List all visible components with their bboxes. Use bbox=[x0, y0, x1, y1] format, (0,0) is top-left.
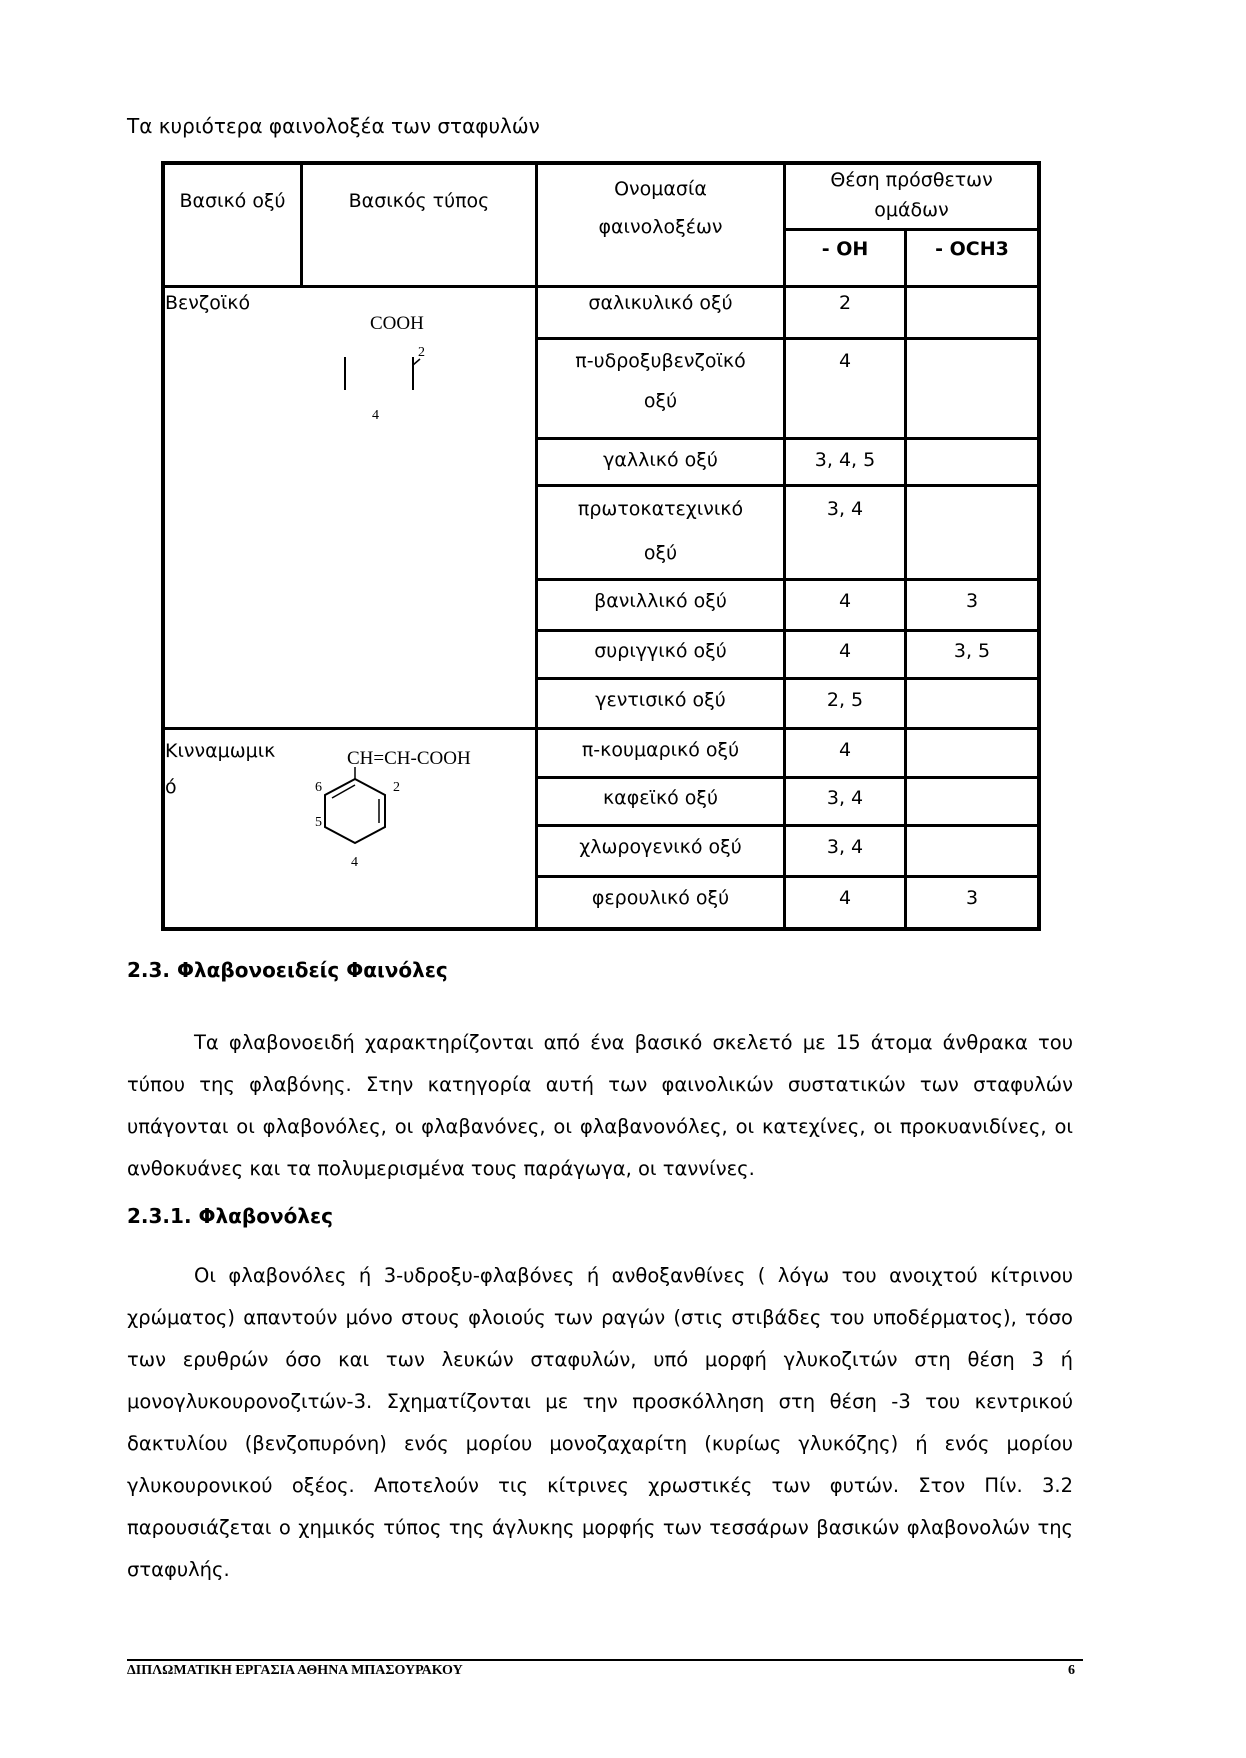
table-row-och3: 3 bbox=[965, 887, 979, 909]
phenolic-acids-table bbox=[161, 161, 1041, 931]
group-cinnamic-name: Κινναμωμικ ό bbox=[165, 740, 276, 798]
footer-title: ΔΙΠΛΩΜΑΤΙΚΗ ΕΡΓΑΣΙΑ ΑΘΗΝΑ ΜΠΑΣΟΥΡΑΚΟΥ bbox=[127, 1663, 463, 1678]
row-divider bbox=[535, 337, 1037, 340]
table-row-oh: 4 bbox=[838, 640, 852, 662]
table-row-oh: 2, 5 bbox=[826, 689, 864, 711]
table-row-och3: 3 bbox=[965, 590, 979, 612]
cinnamic-label-6: 6 bbox=[315, 780, 322, 795]
table-row-name: φερουλικό οξύ bbox=[591, 887, 730, 909]
paragraph-2-3-1: Οι φλαβονόλες ή 3-υδροξυ-φλαβόνες ή ανθοξανθίνες ( λόγω του ανοιχτού κίτρινου χρώματος) απαντούν μόνο στους φλοιούς των ραγών (στις στιβάδες του υποδέρματος), τόσο των ερυθρών όσο και των λευκών σταφυλών, υπό μορφή γλυκοζιτών στη θέση 3 ή μονογλυκουρονοζιτών-3. Σχηματίζονται με την προσκόλληση στη θέση -3 του κεντρικού δακτυλίου (βενζοπυρόνη) ενός μορίου μονοζαχαρίτη (κυρίως γλυκόζης) ή ενός μορίου γλυκουρονικού οξέος. Αποτελούν τις κίτρινες χρωστικές των φυτών. Στον Πίν. 3.2 παρουσιάζεται ο χημικός τύπος της άγλυκης μορφής των τεσσάρων βασικών φλαβονολών της σταφυλής. bbox=[127, 1264, 1073, 1581]
table-row-name: βανιλλικό οξύ bbox=[594, 590, 727, 612]
row-divider bbox=[535, 824, 1037, 827]
cinnamic-ring-structure bbox=[305, 765, 425, 855]
section-heading-2-3: 2.3. Φλαβονοειδείς Φαινόλες bbox=[127, 958, 448, 982]
header-positions: Θέση πρόσθετων ομάδων bbox=[830, 169, 993, 221]
col-divider bbox=[300, 165, 303, 285]
group-divider bbox=[165, 727, 1037, 730]
table-row-name: π-υδροξυβενζοϊκό οξύ bbox=[575, 350, 746, 412]
table-row-name: γεντισικό οξύ bbox=[595, 689, 726, 711]
header-och3: - ΟCH3 bbox=[935, 238, 1009, 260]
benzoic-label-4: 4 bbox=[372, 408, 379, 423]
table-row-name: καφεϊκό οξύ bbox=[602, 787, 719, 809]
row-divider bbox=[535, 437, 1037, 440]
header-basic-acid: Βασικό οξύ bbox=[179, 190, 286, 212]
cinnamic-label-4: 4 bbox=[351, 855, 358, 870]
table-row-name: π-κουμαρικό οξύ bbox=[581, 739, 740, 761]
header-basic-type: Βασικός τύπος bbox=[348, 190, 490, 212]
group-benzoic-name: Βενζοϊκό bbox=[165, 292, 251, 314]
table-row-oh: 3, 4 bbox=[826, 787, 864, 809]
benzoic-structure bbox=[325, 345, 445, 395]
header-naming: Ονομασία φαινολοξέων bbox=[598, 178, 723, 238]
table-row-oh: 4 bbox=[838, 590, 852, 612]
col-divider bbox=[783, 165, 786, 927]
row-divider bbox=[535, 677, 1037, 680]
header-oh: - ΟΗ bbox=[821, 238, 869, 260]
table-row-oh: 4 bbox=[838, 739, 852, 761]
table-row-oh: 2 bbox=[838, 292, 852, 314]
header-divider bbox=[165, 285, 1037, 288]
table-row-oh: 4 bbox=[838, 350, 852, 372]
benzoic-label-2: 2 bbox=[418, 345, 425, 360]
cinnamic-label-5: 5 bbox=[315, 815, 322, 830]
cinnamic-label-2: 2 bbox=[393, 780, 400, 795]
table-row-name: συριγγικό οξύ bbox=[594, 640, 727, 662]
section-heading-2-3-1: 2.3.1. Φλαβονόλες bbox=[127, 1204, 333, 1228]
table-row-name: σαλικυλικό οξύ bbox=[588, 292, 733, 314]
table-row-name: πρωτοκατεχινικό οξύ bbox=[577, 498, 744, 564]
table-row-name: γαλλικό οξύ bbox=[603, 449, 718, 471]
table-row-oh: 4 bbox=[838, 887, 852, 909]
table-caption: Τα κυριότερα φαινολοξέα των σταφυλών bbox=[127, 114, 540, 138]
table-row-name: χλωρογενικό οξύ bbox=[579, 836, 742, 858]
table-row-oh: 3, 4 bbox=[826, 836, 864, 858]
cinnamic-formula: CH=CH-COOH bbox=[347, 748, 471, 769]
footer-rule bbox=[127, 1659, 1083, 1661]
row-divider bbox=[535, 875, 1037, 878]
row-divider bbox=[535, 629, 1037, 632]
paragraph-2-3: Τα φλαβονοειδή χαρακτηρίζονται από ένα βασικό σκελετό με 15 άτομα άνθρακα του τύπου της φλαβόνης. Στην κατηγορία αυτή των φαινολικών συστατικών των σταφυλών υπάγονται οι φλαβονόλες, οι φλαβανόνες, οι φλαβανονόλες, οι κατεχίνες, οι προκυανιδίνες, οι ανθοκυάνες και τα πολυμερισμένα τους παράγωγα, οι ταννίνες. bbox=[127, 1031, 1073, 1180]
table-row-oh: 3, 4, 5 bbox=[814, 449, 876, 471]
table-row-oh: 3, 4 bbox=[826, 498, 864, 520]
row-divider bbox=[535, 776, 1037, 779]
benzoic-formula: COOH bbox=[370, 313, 424, 334]
page-number: 6 bbox=[1068, 1663, 1075, 1678]
row-divider bbox=[535, 578, 1037, 581]
table-row-och3: 3, 5 bbox=[953, 640, 991, 662]
row-divider bbox=[783, 228, 1037, 231]
